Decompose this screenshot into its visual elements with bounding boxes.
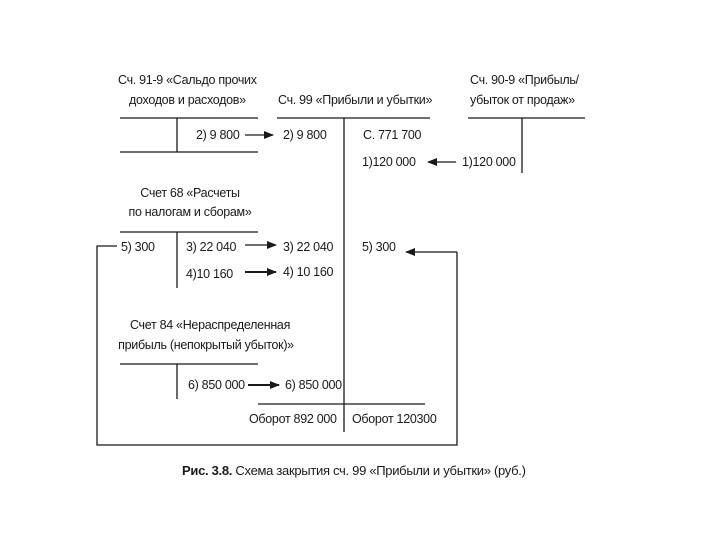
entry-68-debit-5: 5) 300 xyxy=(121,240,155,254)
figure-caption-text: Схема закрытия сч. 99 «Прибыли и убытки» (руб.) xyxy=(232,463,526,478)
figure-caption xyxy=(182,463,526,479)
account-90-title-line1: Сч. 90-9 «Прибыль/ xyxy=(470,73,579,87)
account-68-title-line2: по налогам и сборам» xyxy=(128,205,252,219)
account-90-title-line2: убыток от продаж» xyxy=(470,93,575,107)
account-91-title-line1: Сч. 91-9 «Сальдо прочих xyxy=(118,73,257,87)
entry-99-credit-5: 5) 300 xyxy=(362,240,396,254)
account-99-title: Сч. 99 «Прибыли и убытки» xyxy=(278,93,433,107)
account-91-title-line2: доходов и расходов» xyxy=(129,93,246,107)
account-68-title-line1: Счет 68 «Расчеты xyxy=(140,186,240,200)
entry-99-debit-3: 3) 22 040 xyxy=(283,240,334,254)
entry-99-debit-2: 2) 9 800 xyxy=(283,128,327,142)
entry-90-debit-1: 1)120 000 xyxy=(462,155,516,169)
entry-99-credit-1: 1)120 000 xyxy=(362,155,416,169)
figure-caption-label: Рис. 3.8. xyxy=(182,463,233,478)
entry-99-credit-opening-balance: С. 771 700 xyxy=(363,128,422,142)
entry-84-credit-6: 6) 850 000 xyxy=(188,378,245,392)
entry-68-credit-4: 4)10 160 xyxy=(186,267,233,281)
entry-68-credit-3: 3) 22 040 xyxy=(186,240,237,254)
turnover-debit: Оборот 892 000 xyxy=(249,412,337,426)
entry-91-credit-2: 2) 9 800 xyxy=(196,128,240,142)
account-84-title-line1: Счет 84 «Нераспределенная xyxy=(129,318,291,332)
account-84-title-line2: прибыль (непокрытый убыток)» xyxy=(118,338,294,352)
turnover-credit: Оборот 120300 xyxy=(352,412,437,426)
entry-99-debit-6: 6) 850 000 xyxy=(285,378,342,392)
entry-99-debit-4: 4) 10 160 xyxy=(283,265,334,279)
